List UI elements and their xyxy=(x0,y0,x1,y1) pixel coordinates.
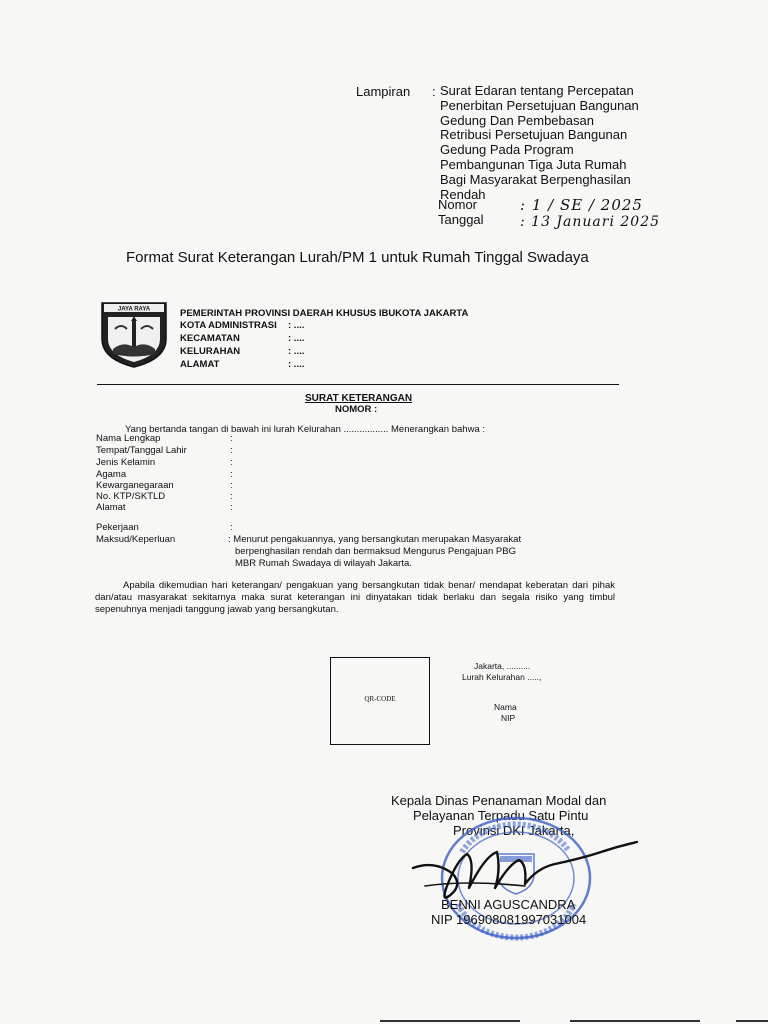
field-colon: : xyxy=(230,480,233,491)
tanggal-value-handwritten: : 13 Januari 2025 xyxy=(520,214,661,230)
logo-text: JAYA RAYA xyxy=(117,306,151,313)
field-colon: : xyxy=(230,491,233,502)
kop-row-label: KOTA ADMINISTRASI xyxy=(180,320,277,331)
pekerjaan-label: Pekerjaan xyxy=(96,522,139,533)
kop-government: PEMERINTAH PROVINSI DAERAH KHUSUS IBUKOTA JAKARTA xyxy=(180,308,469,319)
maksud-line: berpenghasilan rendah dan bermaksud Mengurus Pengajuan PBG xyxy=(235,546,516,557)
lurah-name: Nama xyxy=(494,702,517,712)
format-title: Format Surat Keterangan Lurah/PM 1 untuk Rumah Tinggal Swadaya xyxy=(126,249,589,266)
lampiran-colon: : xyxy=(432,84,436,99)
field-label: Kewarganegaraan xyxy=(96,480,174,491)
kop-row-label: KELURAHAN xyxy=(180,346,241,357)
kop-divider xyxy=(97,384,619,385)
kop-row-label: ALAMAT xyxy=(180,359,220,370)
lampiran-description xyxy=(440,84,660,202)
qr-code-placeholder xyxy=(330,657,430,745)
lampiran-label: Lampiran xyxy=(356,84,411,99)
maksud-line: MBR Rumah Swadaya di wilayah Jakarta. xyxy=(235,558,412,569)
lurah-nip: NIP xyxy=(501,713,516,723)
lampiran-line: Rendah xyxy=(440,186,486,202)
tanggal-label: Tanggal xyxy=(438,212,484,227)
surat-intro: Yang bertanda tangan di bawah ini lurah Kelurahan ................. Menerangkan bahwa : xyxy=(125,424,486,435)
field-colon: : xyxy=(230,502,233,513)
field-colon: : xyxy=(230,445,233,456)
jaya-raya-logo-icon xyxy=(99,299,169,369)
kop-row-value: : .... xyxy=(288,359,305,370)
signatory-name: BENNI AGUSCANDRA xyxy=(441,897,576,912)
lampiran-line: Penerbitan Persetujuan Bangunan xyxy=(440,97,639,113)
place-date: Jakarta, .......... xyxy=(474,661,531,671)
field-colon: : xyxy=(230,457,233,468)
lampiran-line: Pembangunan Tiga Juta Rumah xyxy=(440,156,627,172)
field-label: Agama xyxy=(96,469,127,480)
field-label: Nama Lengkap xyxy=(96,433,161,444)
signatory-line: Kepala Dinas Penanaman Modal dan xyxy=(391,793,607,808)
closing-paragraph: Apabila dikemudian hari keterangan/ pengakuan yang bersangkutan tidak benar/ mendapat keberatan dari pihak dan/atau masyarakat sekitarnya maka surat keterangan ini dinyatakan tidak berlaku dan segala risiko yang timbul sepenuhnya menjadi tanggung jawab yang bersangkutan. xyxy=(95,580,615,615)
kop-row-value: : .... xyxy=(288,320,305,331)
nomor-value-handwritten: : 1 / SE / 2025 xyxy=(520,196,643,214)
kop-row-value: : .... xyxy=(288,333,305,344)
surat-title: SURAT KETERANGAN xyxy=(305,393,413,404)
maksud-line: : Menurut pengakuannya, yang bersangkutan merupakan Masyarakat xyxy=(228,534,522,545)
maksud-label: Maksud/Keperluan xyxy=(96,534,176,545)
field-label: Alamat xyxy=(96,502,126,513)
signatory-nip: NIP 196908081997031004 xyxy=(431,912,587,927)
kop-row-value: : .... xyxy=(288,346,305,357)
scan-edge-line xyxy=(380,1020,520,1022)
field-label: Tempat/Tanggal Lahir xyxy=(96,445,187,456)
field-colon: : xyxy=(230,469,233,480)
surat-nomor: NOMOR : xyxy=(335,404,378,415)
field-label: No. KTP/SKTLD xyxy=(96,491,166,502)
kop-row-label: KECAMATAN xyxy=(180,333,240,344)
lampiran-line: Gedung Dan Pembebasan xyxy=(440,112,594,128)
signatory-line: Provinsi DKI Jakarta, xyxy=(453,823,575,838)
lampiran-line: Bagi Masyarakat Berpenghasilan xyxy=(440,171,631,187)
nomor-label: Nomor xyxy=(438,197,478,212)
qr-code-label: QR-CODE xyxy=(364,695,396,703)
pekerjaan-colon: : xyxy=(230,522,233,533)
lurah-title: Lurah Kelurahan ....., xyxy=(462,672,542,682)
signatory-line: Pelayanan Terpadu Satu Pintu xyxy=(413,808,589,823)
lampiran-line: Gedung Pada Program xyxy=(440,142,574,158)
field-colon: : xyxy=(230,433,233,444)
scan-edge-line xyxy=(570,1020,700,1022)
lampiran-line: Retribusi Persetujuan Bangunan xyxy=(440,127,628,143)
field-label: Jenis Kelamin xyxy=(96,457,156,468)
lampiran-line: Surat Edaran tentang Percepatan xyxy=(440,83,634,98)
scan-edge-line xyxy=(736,1020,768,1022)
